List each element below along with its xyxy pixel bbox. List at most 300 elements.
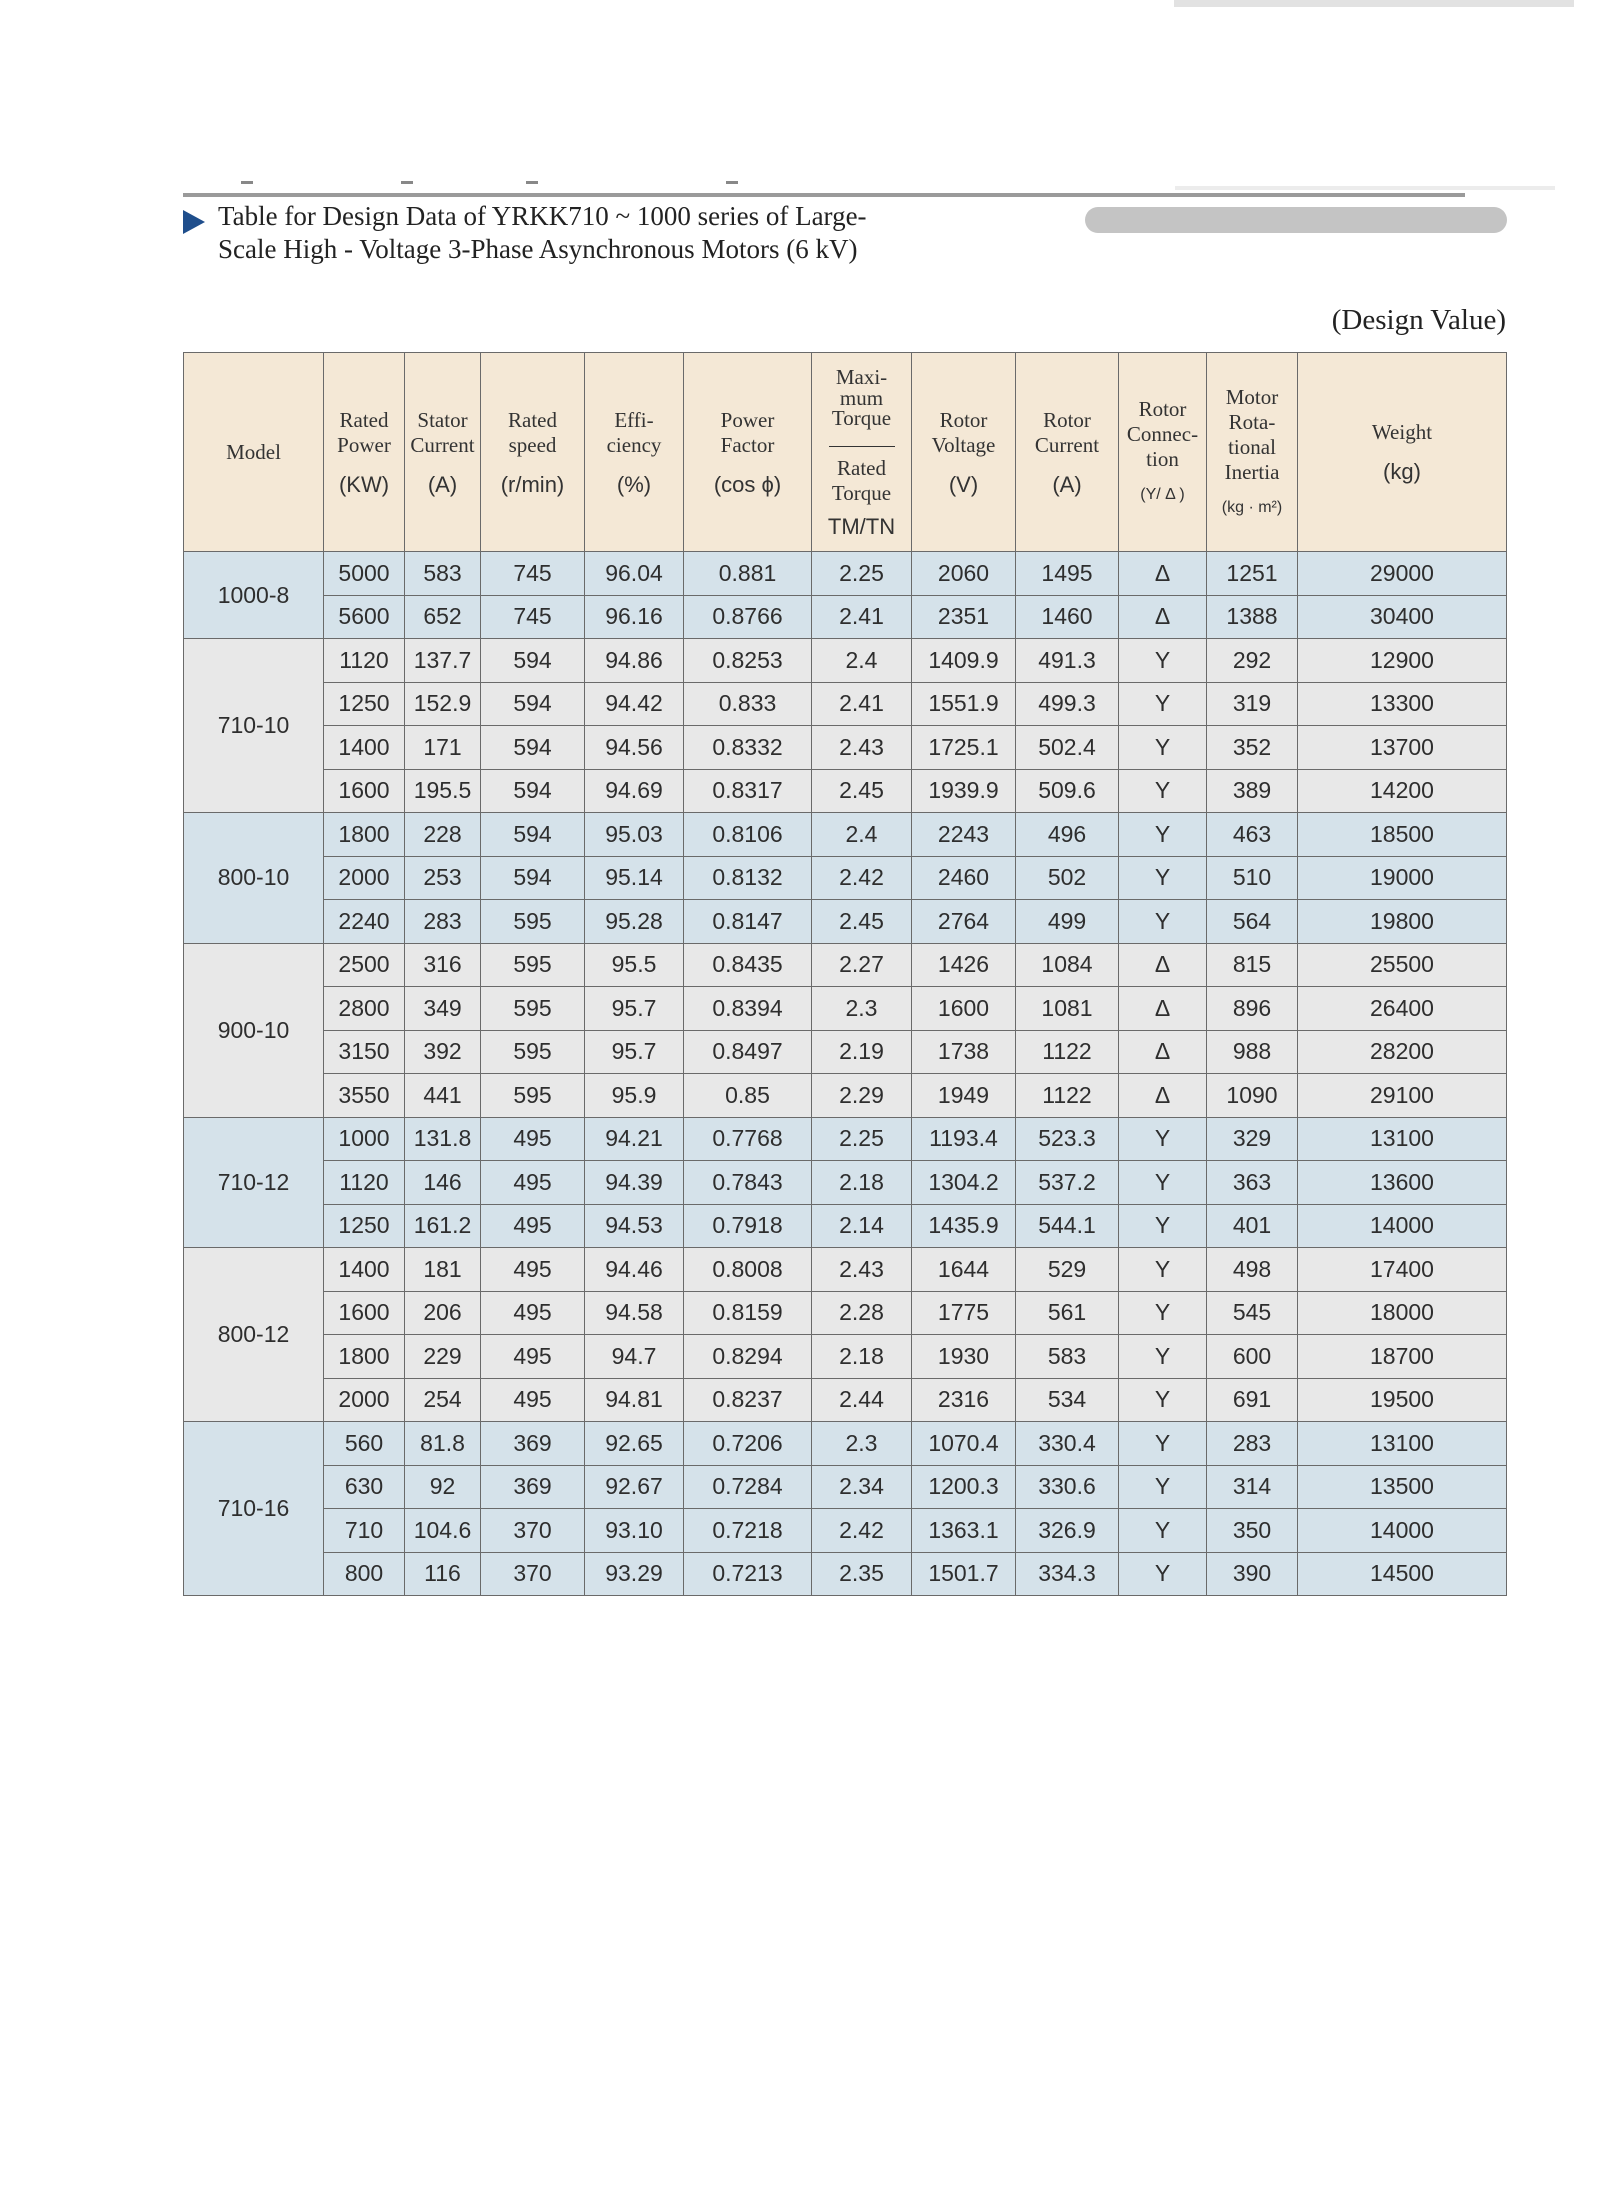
page-title	[218, 200, 1038, 266]
torque-ratio-cell: 2.45	[812, 900, 912, 944]
rated-speed-cell: 595	[481, 1074, 585, 1118]
stator-current-cell: 137.7	[405, 639, 481, 683]
rotor-voltage-cell: 1939.9	[912, 769, 1016, 813]
inertia-cell: 1251	[1207, 552, 1298, 596]
power-factor-cell: 0.7284	[684, 1465, 812, 1509]
power-factor-cell: 0.8497	[684, 1030, 812, 1074]
rotor-current-cell: 1460	[1016, 595, 1119, 639]
efficiency-cell: 94.42	[585, 682, 684, 726]
rotor-current-cell: 1495	[1016, 552, 1119, 596]
rated-power-cell: 3150	[324, 1030, 405, 1074]
top-right-bar	[1174, 0, 1574, 7]
power-factor-cell: 0.85	[684, 1074, 812, 1118]
weight-cell: 26400	[1298, 987, 1507, 1031]
header-torque-ratio: Maxi- mum Torque Rated Torque TM/TN	[812, 353, 912, 552]
torque-ratio-cell: 2.28	[812, 1291, 912, 1335]
efficiency-cell: 94.81	[585, 1378, 684, 1422]
power-factor-cell: 0.8106	[684, 813, 812, 857]
power-factor-cell: 0.8008	[684, 1248, 812, 1292]
rotor-voltage-cell: 1200.3	[912, 1465, 1016, 1509]
rotor-current-cell: 330.4	[1016, 1422, 1119, 1466]
model-cell: 900-10	[184, 943, 324, 1117]
rotor-current-cell: 1081	[1016, 987, 1119, 1031]
rotor-voltage-cell: 1409.9	[912, 639, 1016, 683]
rated-speed-cell: 495	[481, 1248, 585, 1292]
rotor-current-cell: 326.9	[1016, 1509, 1119, 1553]
inertia-cell: 600	[1207, 1335, 1298, 1379]
table-row	[184, 726, 1507, 770]
rated-speed-cell: 594	[481, 639, 585, 683]
efficiency-cell: 95.7	[585, 1030, 684, 1074]
rotor-voltage-cell: 1949	[912, 1074, 1016, 1118]
rated-power-cell: 2000	[324, 856, 405, 900]
rated-speed-cell: 369	[481, 1422, 585, 1466]
rated-power-cell: 2240	[324, 900, 405, 944]
header-rated-power: Rated Power (KW)	[324, 353, 405, 552]
rotor-current-cell: 502.4	[1016, 726, 1119, 770]
table-row	[184, 856, 1507, 900]
inertia-cell: 352	[1207, 726, 1298, 770]
header-row	[184, 353, 1507, 552]
table-row	[184, 987, 1507, 1031]
stator-current-cell: 92	[405, 1465, 481, 1509]
torque-ratio-cell: 2.44	[812, 1378, 912, 1422]
rated-speed-cell: 495	[481, 1117, 585, 1161]
power-factor-cell: 0.8237	[684, 1378, 812, 1422]
rated-power-cell: 1120	[324, 1161, 405, 1205]
rated-speed-cell: 495	[481, 1161, 585, 1205]
table-row	[184, 769, 1507, 813]
power-factor-cell: 0.8394	[684, 987, 812, 1031]
model-cell: 1000-8	[184, 552, 324, 639]
stator-current-cell: 652	[405, 595, 481, 639]
table-row	[184, 1335, 1507, 1379]
rated-speed-cell: 594	[481, 726, 585, 770]
torque-ratio-cell: 2.14	[812, 1204, 912, 1248]
rotor-voltage-cell: 1426	[912, 943, 1016, 987]
stator-current-cell: 161.2	[405, 1204, 481, 1248]
torque-ratio-cell: 2.19	[812, 1030, 912, 1074]
inertia-cell: 896	[1207, 987, 1298, 1031]
weight-cell: 28200	[1298, 1030, 1507, 1074]
torque-ratio-cell: 2.29	[812, 1074, 912, 1118]
rated-speed-cell: 594	[481, 682, 585, 726]
efficiency-cell: 96.16	[585, 595, 684, 639]
inertia-cell: 389	[1207, 769, 1298, 813]
torque-ratio-cell: 2.18	[812, 1161, 912, 1205]
rated-speed-cell: 595	[481, 987, 585, 1031]
rated-power-cell: 1250	[324, 1204, 405, 1248]
table-row	[184, 1509, 1507, 1553]
rated-speed-cell: 595	[481, 1030, 585, 1074]
power-factor-cell: 0.881	[684, 552, 812, 596]
rotor-connection-cell: Y	[1119, 726, 1207, 770]
power-factor-cell: 0.8159	[684, 1291, 812, 1335]
fraction-line	[829, 446, 895, 447]
rated-power-cell: 630	[324, 1465, 405, 1509]
efficiency-cell: 95.9	[585, 1074, 684, 1118]
rotor-current-cell: 544.1	[1016, 1204, 1119, 1248]
rotor-current-cell: 1122	[1016, 1074, 1119, 1118]
rotor-current-cell: 1084	[1016, 943, 1119, 987]
rotor-current-cell: 561	[1016, 1291, 1119, 1335]
power-factor-cell: 0.8435	[684, 943, 812, 987]
rated-speed-cell: 595	[481, 943, 585, 987]
title-line-1: Table for Design Data of YRKK710 ~ 1000 series of Large-	[218, 201, 867, 231]
rotor-voltage-cell: 1725.1	[912, 726, 1016, 770]
weight-cell: 18000	[1298, 1291, 1507, 1335]
title-arrow-icon	[183, 210, 205, 234]
efficiency-cell: 92.67	[585, 1465, 684, 1509]
rotor-voltage-cell: 1551.9	[912, 682, 1016, 726]
weight-cell: 13100	[1298, 1117, 1507, 1161]
efficiency-cell: 94.69	[585, 769, 684, 813]
rotor-connection-cell: Y	[1119, 1291, 1207, 1335]
rated-power-cell: 1800	[324, 1335, 405, 1379]
table-row	[184, 1291, 1507, 1335]
rotor-connection-cell: Y	[1119, 1378, 1207, 1422]
header-rotor-voltage: Rotor Voltage (V)	[912, 353, 1016, 552]
efficiency-cell: 95.5	[585, 943, 684, 987]
stator-current-cell: 195.5	[405, 769, 481, 813]
rotor-current-cell: 523.3	[1016, 1117, 1119, 1161]
weight-cell: 18500	[1298, 813, 1507, 857]
inertia-cell: 815	[1207, 943, 1298, 987]
rotor-connection-cell: Y	[1119, 1422, 1207, 1466]
efficiency-cell: 95.7	[585, 987, 684, 1031]
stator-current-cell: 583	[405, 552, 481, 596]
weight-cell: 17400	[1298, 1248, 1507, 1292]
power-factor-cell: 0.8317	[684, 769, 812, 813]
table-row	[184, 1422, 1507, 1466]
rotor-voltage-cell: 1738	[912, 1030, 1016, 1074]
decorative-bar	[1085, 207, 1507, 233]
table-row	[184, 1074, 1507, 1118]
rotor-voltage-cell: 2316	[912, 1378, 1016, 1422]
rotor-voltage-cell: 1070.4	[912, 1422, 1016, 1466]
power-factor-cell: 0.7768	[684, 1117, 812, 1161]
header-efficiency: Effi- ciency (%)	[585, 353, 684, 552]
efficiency-cell: 94.53	[585, 1204, 684, 1248]
rotor-connection-cell: Y	[1119, 813, 1207, 857]
rated-power-cell: 1120	[324, 639, 405, 683]
rotor-voltage-cell: 1644	[912, 1248, 1016, 1292]
table-row	[184, 639, 1507, 683]
rotor-voltage-cell: 2764	[912, 900, 1016, 944]
rated-power-cell: 710	[324, 1509, 405, 1553]
rated-power-cell: 5600	[324, 595, 405, 639]
rotor-connection-cell: Δ	[1119, 943, 1207, 987]
rotor-connection-cell: Y	[1119, 900, 1207, 944]
inertia-cell: 319	[1207, 682, 1298, 726]
rotor-current-cell: 499.3	[1016, 682, 1119, 726]
weight-cell: 29100	[1298, 1074, 1507, 1118]
inertia-cell: 463	[1207, 813, 1298, 857]
weight-cell: 13100	[1298, 1422, 1507, 1466]
torque-ratio-cell: 2.27	[812, 943, 912, 987]
rotor-connection-cell: Y	[1119, 1465, 1207, 1509]
stator-current-cell: 254	[405, 1378, 481, 1422]
rotor-voltage-cell: 2060	[912, 552, 1016, 596]
weight-cell: 14200	[1298, 769, 1507, 813]
rotor-voltage-cell: 1775	[912, 1291, 1016, 1335]
weight-cell: 14000	[1298, 1204, 1507, 1248]
header-power-factor: Power Factor (cos ϕ)	[684, 353, 812, 552]
weight-cell: 13500	[1298, 1465, 1507, 1509]
inertia-cell: 329	[1207, 1117, 1298, 1161]
header-weight: Weight (kg)	[1298, 353, 1507, 552]
rotor-current-cell: 334.3	[1016, 1552, 1119, 1596]
torque-ratio-cell: 2.42	[812, 856, 912, 900]
efficiency-cell: 95.14	[585, 856, 684, 900]
power-factor-cell: 0.8332	[684, 726, 812, 770]
rotor-voltage-cell: 1193.4	[912, 1117, 1016, 1161]
rated-speed-cell: 495	[481, 1204, 585, 1248]
rated-speed-cell: 370	[481, 1552, 585, 1596]
stator-current-cell: 146	[405, 1161, 481, 1205]
weight-cell: 19000	[1298, 856, 1507, 900]
rotor-voltage-cell: 1304.2	[912, 1161, 1016, 1205]
header-inertia: Motor Rota- tional Inertia (kg · m²)	[1207, 353, 1298, 552]
table-row	[184, 900, 1507, 944]
stator-current-cell: 116	[405, 1552, 481, 1596]
weight-cell: 18700	[1298, 1335, 1507, 1379]
table-row	[184, 1248, 1507, 1292]
header-rotor-current: Rotor Current (A)	[1016, 353, 1119, 552]
power-factor-cell: 0.833	[684, 682, 812, 726]
torque-ratio-cell: 2.42	[812, 1509, 912, 1553]
rotor-connection-cell: Y	[1119, 1204, 1207, 1248]
rotor-voltage-cell: 2351	[912, 595, 1016, 639]
rotor-voltage-cell: 1363.1	[912, 1509, 1016, 1553]
stator-current-cell: 104.6	[405, 1509, 481, 1553]
rotor-current-cell: 509.6	[1016, 769, 1119, 813]
rotor-connection-cell: Δ	[1119, 987, 1207, 1031]
rated-power-cell: 2000	[324, 1378, 405, 1422]
table-row	[184, 1204, 1507, 1248]
power-factor-cell: 0.7843	[684, 1161, 812, 1205]
rated-speed-cell: 594	[481, 769, 585, 813]
rotor-current-cell: 491.3	[1016, 639, 1119, 683]
table-row	[184, 595, 1507, 639]
torque-ratio-cell: 2.4	[812, 813, 912, 857]
efficiency-cell: 92.65	[585, 1422, 684, 1466]
table-row	[184, 1030, 1507, 1074]
torque-ratio-cell: 2.25	[812, 552, 912, 596]
weight-cell: 14500	[1298, 1552, 1507, 1596]
rated-power-cell: 5000	[324, 552, 405, 596]
header-rotor-connection: Rotor Connec- tion (Y/ Δ )	[1119, 353, 1207, 552]
rotor-connection-cell: Y	[1119, 682, 1207, 726]
rated-speed-cell: 369	[481, 1465, 585, 1509]
stator-current-cell: 152.9	[405, 682, 481, 726]
rated-power-cell: 3550	[324, 1074, 405, 1118]
rated-speed-cell: 495	[481, 1291, 585, 1335]
power-factor-cell: 0.8766	[684, 595, 812, 639]
rotor-connection-cell: Y	[1119, 769, 1207, 813]
rotor-voltage-cell: 1600	[912, 987, 1016, 1031]
inertia-cell: 1090	[1207, 1074, 1298, 1118]
rotor-current-cell: 496	[1016, 813, 1119, 857]
stator-current-cell: 171	[405, 726, 481, 770]
stator-current-cell: 229	[405, 1335, 481, 1379]
model-cell: 800-12	[184, 1248, 324, 1422]
stator-current-cell: 206	[405, 1291, 481, 1335]
rated-power-cell: 1250	[324, 682, 405, 726]
torque-ratio-cell: 2.45	[812, 769, 912, 813]
stator-current-cell: 81.8	[405, 1422, 481, 1466]
rated-speed-cell: 595	[481, 900, 585, 944]
header-stator-current: Stator Current (A)	[405, 353, 481, 552]
rated-power-cell: 1400	[324, 726, 405, 770]
inertia-cell: 498	[1207, 1248, 1298, 1292]
rotor-voltage-cell: 1930	[912, 1335, 1016, 1379]
efficiency-cell: 93.29	[585, 1552, 684, 1596]
inertia-cell: 292	[1207, 639, 1298, 683]
rotor-connection-cell: Y	[1119, 1248, 1207, 1292]
power-factor-cell: 0.8147	[684, 900, 812, 944]
torque-ratio-cell: 2.3	[812, 987, 912, 1031]
table-row	[184, 1465, 1507, 1509]
rated-power-cell: 1600	[324, 1291, 405, 1335]
efficiency-cell: 93.10	[585, 1509, 684, 1553]
torque-ratio-cell: 2.43	[812, 1248, 912, 1292]
rotor-connection-cell: Y	[1119, 856, 1207, 900]
rated-speed-cell: 495	[481, 1378, 585, 1422]
power-factor-cell: 0.7206	[684, 1422, 812, 1466]
inertia-cell: 390	[1207, 1552, 1298, 1596]
torque-ratio-cell: 2.3	[812, 1422, 912, 1466]
stator-current-cell: 441	[405, 1074, 481, 1118]
rotor-connection-cell: Y	[1119, 1161, 1207, 1205]
table-row	[184, 1117, 1507, 1161]
rotor-connection-cell: Δ	[1119, 552, 1207, 596]
inertia-cell: 988	[1207, 1030, 1298, 1074]
rated-speed-cell: 370	[481, 1509, 585, 1553]
stator-current-cell: 283	[405, 900, 481, 944]
rotor-voltage-cell: 1501.7	[912, 1552, 1016, 1596]
rotor-current-cell: 1122	[1016, 1030, 1119, 1074]
weight-cell: 29000	[1298, 552, 1507, 596]
inertia-cell: 691	[1207, 1378, 1298, 1422]
rotor-voltage-cell: 1435.9	[912, 1204, 1016, 1248]
rated-power-cell: 2500	[324, 943, 405, 987]
rated-speed-cell: 745	[481, 552, 585, 596]
stator-current-cell: 181	[405, 1248, 481, 1292]
inertia-cell: 564	[1207, 900, 1298, 944]
torque-ratio-cell: 2.25	[812, 1117, 912, 1161]
inertia-cell: 283	[1207, 1422, 1298, 1466]
weight-cell: 12900	[1298, 639, 1507, 683]
weight-cell: 19800	[1298, 900, 1507, 944]
torque-ratio-cell: 2.34	[812, 1465, 912, 1509]
rotor-voltage-cell: 2243	[912, 813, 1016, 857]
design-value-label: (Design Value)	[1331, 304, 1506, 336]
rotor-connection-cell: Δ	[1119, 1074, 1207, 1118]
torque-ratio-cell: 2.41	[812, 595, 912, 639]
efficiency-cell: 94.7	[585, 1335, 684, 1379]
inertia-cell: 545	[1207, 1291, 1298, 1335]
rated-power-cell: 800	[324, 1552, 405, 1596]
efficiency-cell: 94.46	[585, 1248, 684, 1292]
efficiency-cell: 94.56	[585, 726, 684, 770]
model-cell: 800-10	[184, 813, 324, 944]
power-factor-cell: 0.7213	[684, 1552, 812, 1596]
inertia-cell: 363	[1207, 1161, 1298, 1205]
rotor-current-cell: 499	[1016, 900, 1119, 944]
weight-cell: 13600	[1298, 1161, 1507, 1205]
power-factor-cell: 0.7918	[684, 1204, 812, 1248]
efficiency-cell: 94.58	[585, 1291, 684, 1335]
weight-cell: 13300	[1298, 682, 1507, 726]
weight-cell: 19500	[1298, 1378, 1507, 1422]
model-cell: 710-16	[184, 1422, 324, 1596]
rated-power-cell: 1400	[324, 1248, 405, 1292]
torque-ratio-cell: 2.35	[812, 1552, 912, 1596]
stator-current-cell: 253	[405, 856, 481, 900]
weight-cell: 30400	[1298, 595, 1507, 639]
rotor-connection-cell: Y	[1119, 1552, 1207, 1596]
rotor-connection-cell: Δ	[1119, 595, 1207, 639]
efficiency-cell: 95.03	[585, 813, 684, 857]
rated-power-cell: 1600	[324, 769, 405, 813]
torque-ratio-cell: 2.43	[812, 726, 912, 770]
efficiency-cell: 95.28	[585, 900, 684, 944]
rotor-current-cell: 529	[1016, 1248, 1119, 1292]
table-row	[184, 1552, 1507, 1596]
rated-speed-cell: 594	[481, 856, 585, 900]
inertia-cell: 1388	[1207, 595, 1298, 639]
header-model: Model	[184, 353, 324, 552]
stator-current-cell: 349	[405, 987, 481, 1031]
table-row	[184, 1378, 1507, 1422]
stator-current-cell: 392	[405, 1030, 481, 1074]
rotor-connection-cell: Δ	[1119, 1030, 1207, 1074]
table-row	[184, 943, 1507, 987]
rated-speed-cell: 745	[481, 595, 585, 639]
table-row	[184, 813, 1507, 857]
rotor-connection-cell: Y	[1119, 1509, 1207, 1553]
rated-power-cell: 1000	[324, 1117, 405, 1161]
inertia-cell: 401	[1207, 1204, 1298, 1248]
rated-speed-cell: 594	[481, 813, 585, 857]
power-factor-cell: 0.7218	[684, 1509, 812, 1553]
table-row	[184, 1161, 1507, 1205]
torque-ratio-cell: 2.4	[812, 639, 912, 683]
header-rated-speed: Rated speed (r/min)	[481, 353, 585, 552]
stator-current-cell: 131.8	[405, 1117, 481, 1161]
weight-cell: 14000	[1298, 1509, 1507, 1553]
table-row	[184, 552, 1507, 596]
stator-current-cell: 316	[405, 943, 481, 987]
title-rule-fade	[1175, 186, 1555, 190]
inertia-cell: 314	[1207, 1465, 1298, 1509]
rotor-connection-cell: Y	[1119, 1335, 1207, 1379]
rated-power-cell: 1800	[324, 813, 405, 857]
power-factor-cell: 0.8253	[684, 639, 812, 683]
model-cell: 710-12	[184, 1117, 324, 1248]
weight-cell: 13700	[1298, 726, 1507, 770]
rotor-connection-cell: Y	[1119, 1117, 1207, 1161]
rotor-current-cell: 330.6	[1016, 1465, 1119, 1509]
inertia-cell: 510	[1207, 856, 1298, 900]
rotor-voltage-cell: 2460	[912, 856, 1016, 900]
torque-ratio-cell: 2.18	[812, 1335, 912, 1379]
title-rule	[183, 193, 1465, 197]
stator-current-cell: 228	[405, 813, 481, 857]
rotor-connection-cell: Y	[1119, 639, 1207, 683]
efficiency-cell: 94.21	[585, 1117, 684, 1161]
